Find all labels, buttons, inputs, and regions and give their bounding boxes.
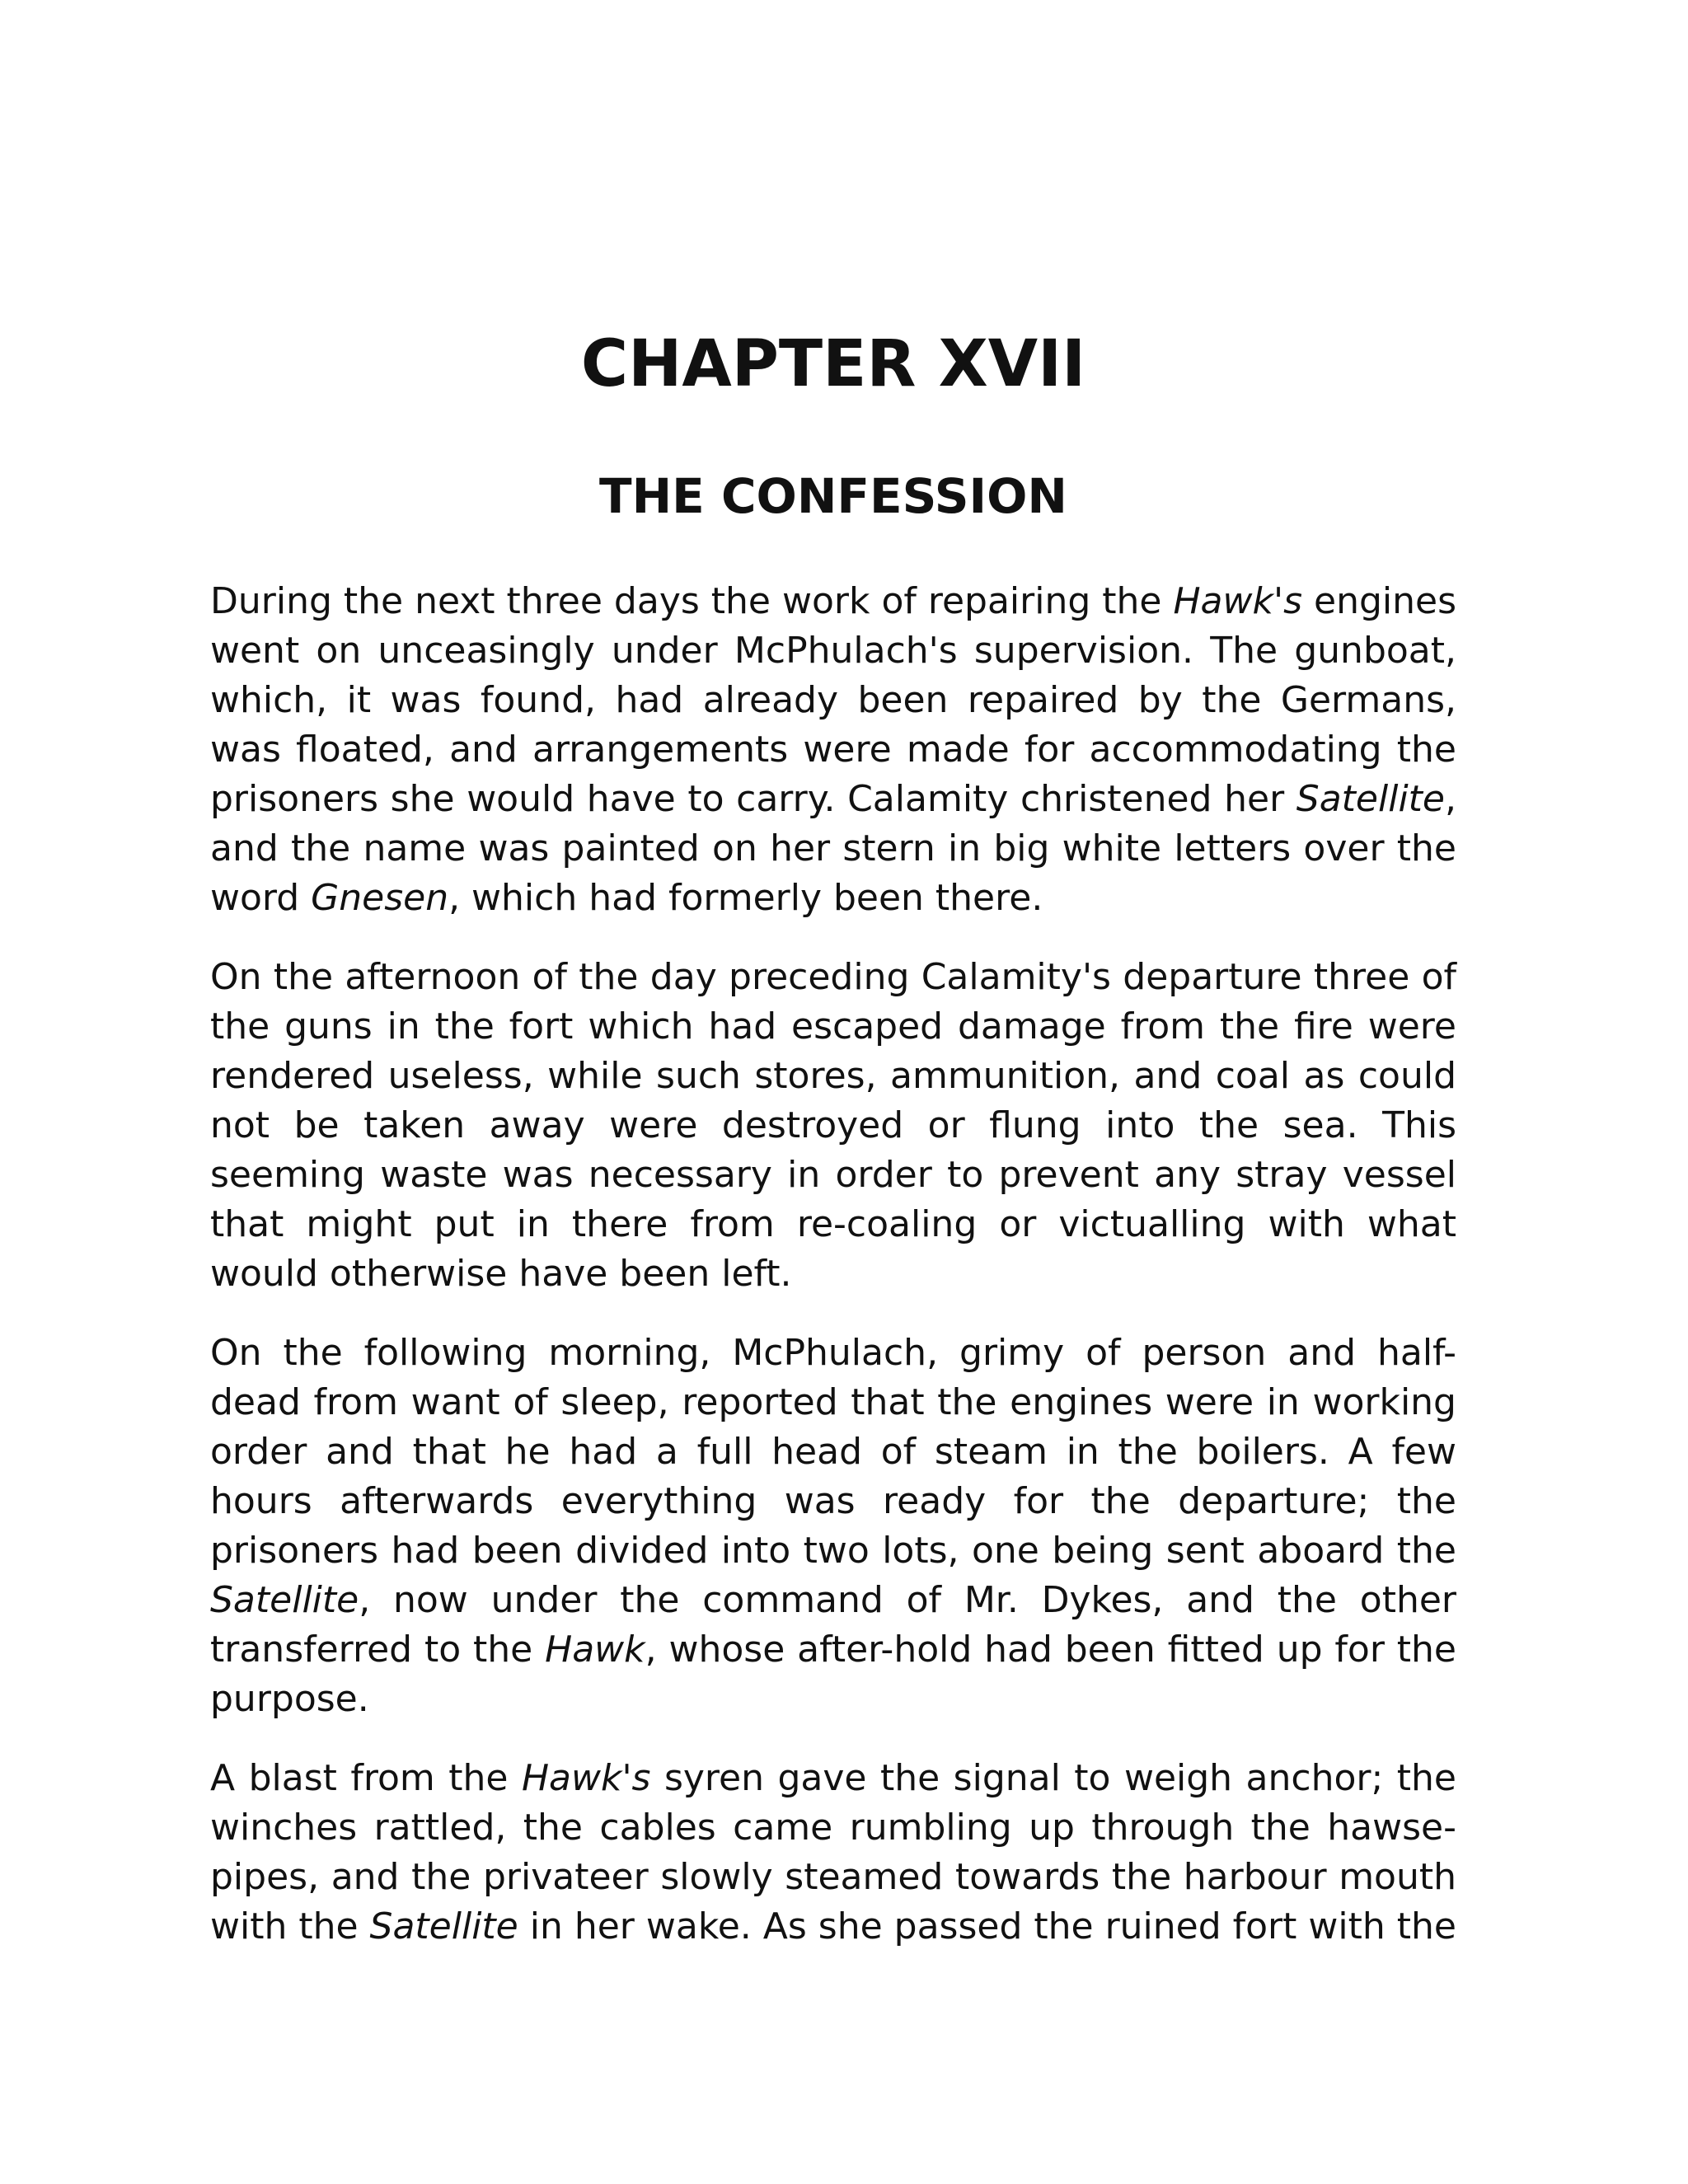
chapter-number: CHAPTER XVII [580, 327, 1086, 401]
text-run: , whose after-hold had been fitted up for the purpose. [210, 1629, 1456, 1720]
italic-text-run: Hawk [545, 1629, 645, 1671]
italic-text-run: Hawk's [521, 1757, 651, 1799]
text-run: On the afternoon of the day preceding Calamity's departure three of the guns in the fort which had escaped damage from the fire were rendered useless, while such stores, ammunition, and coal as could not be taken away were destroyed or flung into the sea. This seeming waste was necessary in order to prevent any stray vessel that might put in there from re-coaling or victualling with what would otherwise have been left. [210, 956, 1456, 1295]
italic-text-run: Satellite [210, 1579, 359, 1621]
chapter-body [210, 577, 1456, 1981]
text-run: During the next three days the work of repairing the [210, 580, 1174, 622]
text-run: in her wake. As she passed the ruined fort with the [518, 1905, 1456, 1947]
paragraph [210, 577, 1456, 923]
text-run: syren gave the signal to weigh anchor; the winches rattled, the cables came rumbling up through the hawse-pipes, and the privateer slowly steamed towards the harbour mouth with the [210, 1757, 1456, 1947]
text-run: , now under the command of Mr. Dykes, and the other transferred to the [210, 1579, 1456, 1671]
italic-text-run: Hawk's [1173, 580, 1303, 622]
chapter-title: THE CONFESSION [599, 468, 1067, 524]
text-run: A blast from the [210, 1757, 522, 1799]
italic-text-run: Satellite [1296, 778, 1445, 820]
text-run: engines went on unceasingly under McPhulach's supervision. The gunboat, which, it was found, had already been repaired by the Germans, was floated, and arrangements were made for accommodating the prisoners she would have to carry. Calamity christened her [210, 580, 1456, 820]
text-run: On the following morning, McPhulach, grimy of person and half-dead from want of sleep, reported that the engines were in working order and that he had a full head of steam in the boilers. A few hours afterwards everything was ready for the departure; the prisoners had been divided into two lots, one being sent aboard the [210, 1332, 1456, 1572]
paragraph [210, 953, 1456, 1299]
paragraph [210, 1329, 1456, 1724]
paragraph [210, 1754, 1456, 1952]
text-run: , and the name was painted on her stern in big white letters over the word [210, 778, 1456, 919]
italic-text-run: Gnesen [311, 877, 449, 919]
text-run: , which had formerly been there. [448, 877, 1043, 919]
italic-text-run: Satellite [369, 1905, 518, 1947]
